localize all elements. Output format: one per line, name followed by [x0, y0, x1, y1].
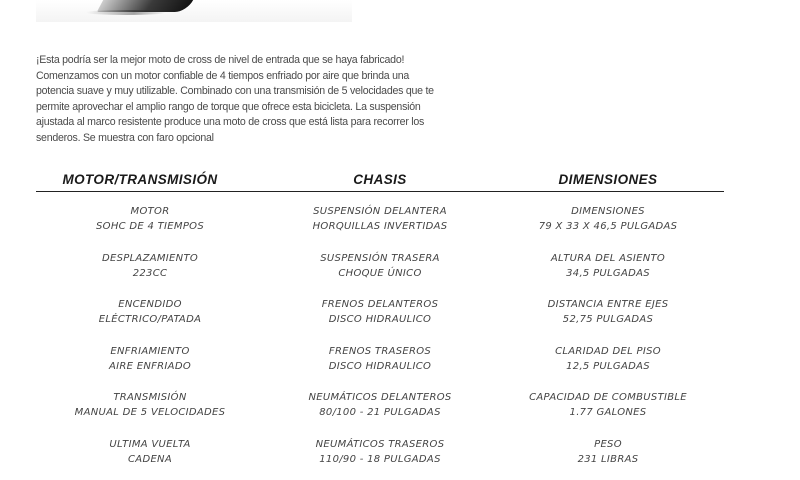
spec-label: DESPLAZAMIENTO	[101, 252, 199, 264]
spec-label: DISTANCIA ENTRE EJES	[547, 299, 669, 311]
description-line: Comenzamos con un motor confiable de 4 tiempos enfriado por aire que brinda una	[36, 69, 410, 82]
spec-value: SOHC DE 4 TIEMPOS	[96, 221, 204, 232]
spec-label: FRENOS TRASEROS	[328, 345, 432, 357]
spec-item	[35, 297, 265, 344]
spec-value: MANUAL DE 5 VELOCIDADES	[74, 407, 226, 419]
spec-item	[265, 390, 495, 437]
spec-item	[493, 204, 723, 251]
spec-label: SUSPENSIÓN TRASERA	[320, 252, 440, 264]
spec-item	[493, 437, 723, 480]
spec-value: DISCO HIDRAULICO	[328, 314, 432, 326]
description-line: senderos. Se muestra con faro opcional	[36, 131, 214, 144]
spec-column-dimensiones	[493, 204, 723, 480]
spec-label: ULTIMA VUELTA	[109, 438, 191, 450]
spec-label: ENFRIAMIENTO	[110, 345, 190, 357]
spec-value: ELÉCTRICO/PATADA	[98, 314, 202, 326]
spec-item	[35, 251, 265, 298]
spec-value: CHOQUE ÚNICO	[338, 267, 422, 279]
spec-label: CLARIDAD DEL PISO	[555, 345, 661, 357]
product-description	[36, 53, 436, 146]
spec-value: HORQUILLAS INVERTIDAS	[312, 221, 448, 232]
spec-value: DISCO HIDRAULICO	[328, 360, 432, 372]
spec-item	[35, 344, 265, 391]
spec-value: 79 X 33 X 46,5 PULGADAS	[538, 221, 678, 232]
spec-label: MOTOR	[130, 206, 170, 217]
spec-item	[493, 251, 723, 298]
spec-value: 223CC	[132, 267, 168, 279]
spec-value: CADENA	[128, 453, 172, 465]
spec-label: NEUMÁTICOS TRASEROS	[315, 438, 445, 450]
spec-item	[265, 297, 495, 344]
spec-value: 80/100 - 21 PULGADAS	[319, 407, 441, 419]
spec-value: 231 LIBRAS	[577, 453, 639, 465]
col-title-dimensiones: DIMENSIONES	[558, 172, 658, 187]
spec-value: 1.77 GALONES	[569, 407, 647, 419]
spec-item	[493, 390, 723, 437]
spec-item	[35, 390, 265, 437]
spec-item	[265, 344, 495, 391]
spec-item	[35, 437, 265, 480]
spec-label: SUSPENSIÓN DELANTERA	[313, 206, 447, 217]
spec-label: ENCENDIDO	[118, 299, 182, 311]
description-line: ajustada al marco resistente produce una moto de cross que está lista para recorrer los	[36, 116, 425, 128]
col-title-motor: MOTOR/TRANSMISIÓN	[62, 172, 218, 187]
spec-item	[265, 204, 495, 251]
spec-item	[35, 204, 265, 251]
spec-item	[493, 344, 723, 391]
spec-label: TRANSMISIÓN	[113, 392, 187, 404]
spec-value: AIRE ENFRIADO	[109, 360, 191, 372]
spec-label: DIMENSIONES	[571, 206, 645, 217]
spec-column-motor	[35, 204, 265, 480]
col-title-chasis: CHASIS	[353, 172, 407, 187]
spec-label: PESO	[594, 438, 622, 450]
spec-label: NEUMÁTICOS DELANTEROS	[308, 392, 452, 404]
spec-item	[493, 297, 723, 344]
description-line: permite aprovechar el amplio rango de torque que ofrece esta bicicleta. La suspensión	[36, 100, 421, 113]
motorcycle-shadow	[86, 10, 166, 15]
spec-value: 34,5 PULGADAS	[566, 267, 650, 279]
spec-value: 110/90 - 18 PULGADAS	[319, 453, 441, 465]
spec-table-header	[36, 172, 724, 192]
spec-label: CAPACIDAD DE COMBUSTIBLE	[529, 392, 687, 404]
spec-label: FRENOS DELANTEROS	[321, 299, 439, 311]
spec-item	[265, 437, 495, 480]
spec-item	[265, 251, 495, 298]
spec-label: ALTURA DEL ASIENTO	[550, 252, 666, 264]
description-line: potencia suave y muy utilizable. Combinado con una transmisión de 5 velocidades que te	[36, 85, 434, 97]
motorcycle-photo-crop	[36, 0, 352, 22]
description-line: ¡Esta podría ser la mejor moto de cross de nivel de entrada que se haya fabricado!	[36, 54, 405, 66]
spec-column-chasis	[265, 204, 495, 480]
spec-value: 12,5 PULGADAS	[566, 360, 650, 372]
spec-value: 52,75 PULGADAS	[562, 314, 654, 326]
